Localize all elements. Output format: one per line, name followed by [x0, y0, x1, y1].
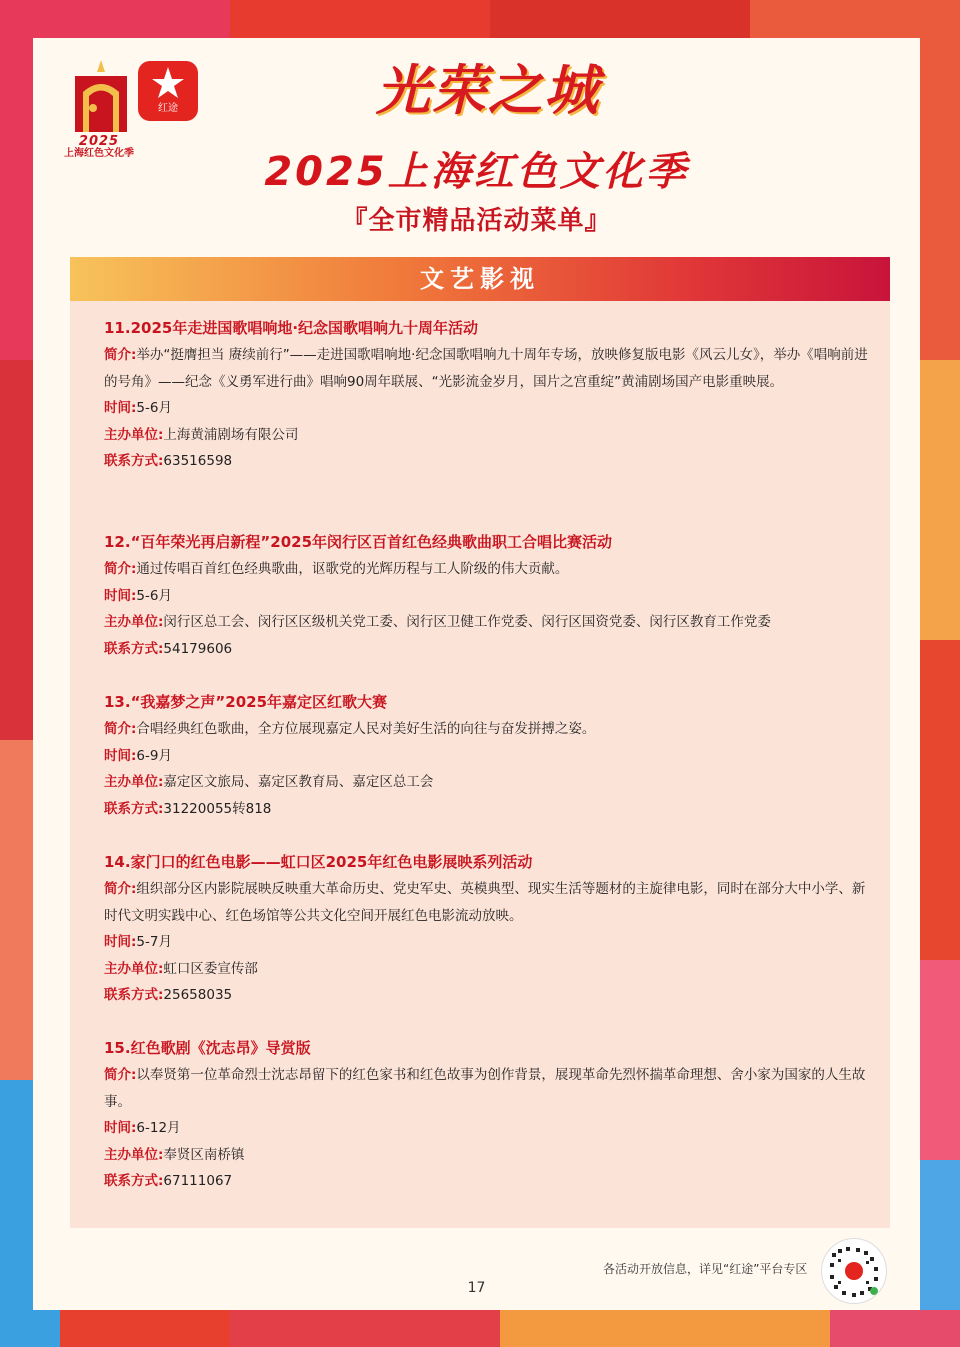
- footer-note: 各活动开放信息，详见“红途”平台专区: [603, 1262, 808, 1276]
- activity-item-14: [104, 849, 874, 1009]
- activity-title: 15.红色歌剧《沈志昂》导赏版: [104, 1039, 311, 1057]
- activity-time: 时间:6-12月: [104, 1120, 181, 1136]
- activity-time: 时间:6-9月: [104, 747, 172, 764]
- poster-page: [33, 38, 920, 1310]
- qr-center-logo: [845, 1262, 863, 1280]
- app-logo-label: 红途: [158, 103, 178, 114]
- page-title: 2025上海红色文化季: [264, 149, 689, 195]
- activity-intro: 简介:以奉贤第一位革命烈士沈志昂留下的红色家书和红色故事为创作背景，展现革命先烈怀揣革命理想、舍小家为国家的人生故事。: [104, 1067, 866, 1110]
- activity-title: 11.2025年走进国歌唱响地·纪念国歌唱响九十周年活动: [104, 319, 479, 337]
- logo-year: 2025: [78, 134, 120, 149]
- activity-contact: 联系方式:54179606: [104, 640, 233, 657]
- activity-host: 主办单位:奉贤区南桥镇: [104, 1146, 245, 1163]
- bg-block: [230, 0, 490, 40]
- subtitle-bracket-right: 』: [584, 206, 612, 236]
- star-icon: [138, 61, 198, 101]
- activity-title: 12.“百年荣光再启新程”2025年闵行区百首红色经典歌曲职工合唱比赛活动: [104, 533, 613, 551]
- activity-host: 主办单位:虹口区委宣传部: [104, 960, 258, 977]
- activity-contact: 联系方式:31220055转818: [104, 800, 272, 817]
- activity-contact: 联系方式:25658035: [104, 987, 233, 1003]
- calligraphy-title: 光荣之城: [376, 58, 600, 122]
- activity-time: 时间:5-6月: [104, 587, 172, 604]
- activity-time: 时间:5-7月: [104, 934, 172, 950]
- activity-item-13: [104, 689, 874, 822]
- bg-block: [490, 0, 750, 40]
- activity-intro: 简介:合唱经典红色歌曲，全方位展现嘉定人民对美好生活的向往与奋发拼搏之姿。: [104, 721, 596, 737]
- bg-block: [830, 1310, 960, 1347]
- activity-intro: 简介:通过传唱百首红色经典歌曲，讴歌党的光辉历程与工人阶级的伟大贡献。: [104, 561, 569, 577]
- section-header: [70, 257, 890, 301]
- activity-intro: 简介:组织部分区内影院展映反映重大革命历史、党史军史、英模典型、现实生活等题材的主旋律电影，同时在部分大中小学、新时代文明实践中心、红色场馆等公共文化空间开展红色电影流动放映。: [104, 881, 866, 924]
- activity-intro: 简介:举办“挺膺担当 赓续前行”——走进国歌唱响地·纪念国歌唱响九十周年专场，放映修复版电影《风云儿女》，举办《唱响前进的号角》——纪念《义勇军进行曲》唱响90周年联展、“光影流金岁月，国片之宫重绽”黄浦剧场国产电影重映展。: [104, 347, 868, 390]
- activity-title: 13.“我嘉梦之声”2025年嘉定区红歌大赛: [104, 693, 388, 711]
- culture-season-logo-icon: [71, 58, 131, 138]
- activity-title: 14.家门口的红色电影——虹口区2025年红色电影展映系列活动: [104, 853, 533, 871]
- activity-host: 主办单位:上海黄浦剧场有限公司: [104, 426, 299, 443]
- qr-code-icon[interactable]: [821, 1238, 887, 1304]
- activity-item-12: [104, 529, 874, 662]
- bg-block: [500, 1310, 830, 1347]
- page-subtitle: [33, 200, 920, 237]
- activity-contact: 联系方式:63516598: [104, 453, 233, 469]
- activity-item-15: [104, 1035, 874, 1195]
- subtitle-bracket-left: 『: [341, 206, 369, 236]
- subtitle-text: 全市精品活动菜单: [368, 206, 585, 236]
- activity-time: 时间:5-6月: [104, 400, 172, 416]
- activity-host: 主办单位:嘉定区文旅局、嘉定区教育局、嘉定区总工会: [104, 774, 434, 790]
- activity-host: 主办单位:闵行区总工会、闵行区区级机关党工委、闵行区卫健工作党委、闵行区国资党委、闵行区教育工作党委: [104, 614, 771, 630]
- section-title: 文艺影视: [420, 265, 540, 293]
- hongtu-app-logo: [138, 61, 198, 121]
- activity-item-11: [104, 315, 874, 475]
- page-number: 17: [467, 1280, 486, 1296]
- activity-list: [70, 301, 890, 1228]
- activity-contact: 联系方式:67111067: [104, 1173, 233, 1189]
- bg-block: [230, 1310, 500, 1347]
- logo-caption: 上海红色文化季: [64, 148, 134, 159]
